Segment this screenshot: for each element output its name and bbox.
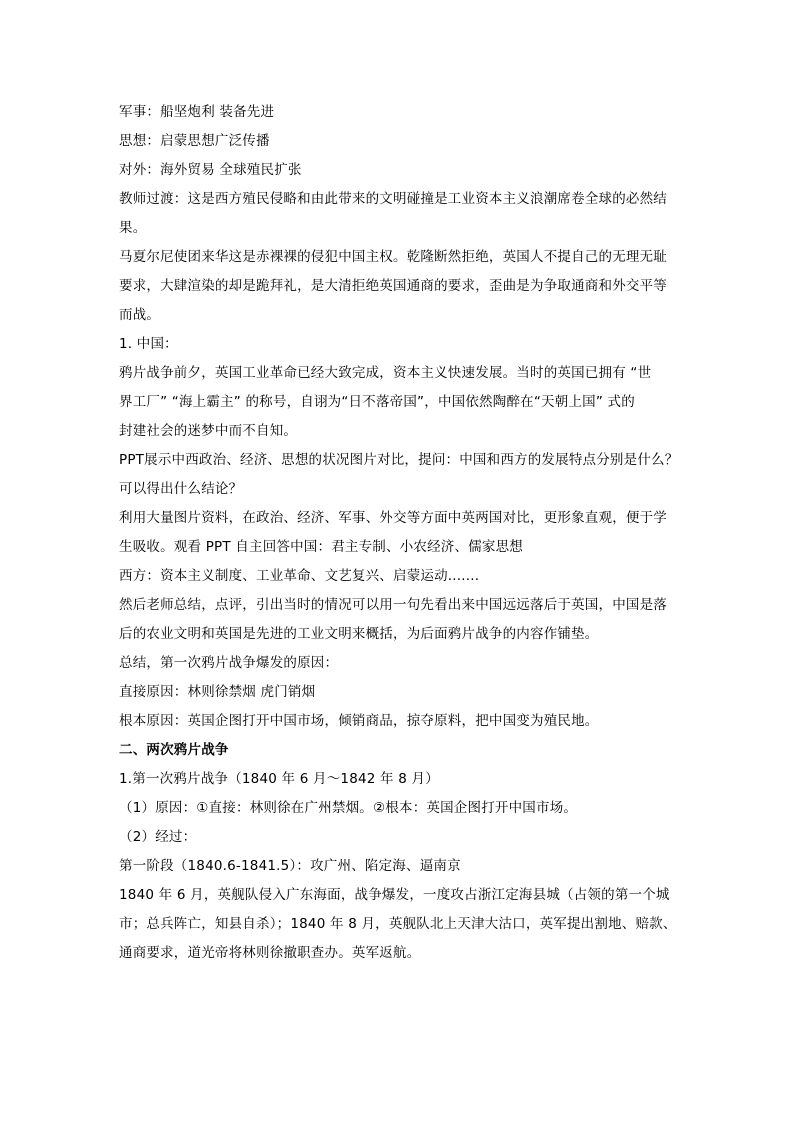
- text-line: 1. 中国：: [119, 336, 178, 352]
- text-line: 然后老师总结，点评，引出当时的情况可以用一句先看出来中国远远落后于英国，中国是落: [119, 597, 667, 613]
- text-line: 通商要求，道光帝将林则徐撤职查办。英军返航。: [119, 945, 421, 961]
- text-line: 根本原因：英国企图打开中国市场，倾销商品，掠夺原料，把中国变为殖民地。: [119, 713, 599, 729]
- document-page: [119, 98, 679, 968]
- text-line: 总结，第一次鸦片战争爆发的原因：: [119, 655, 339, 671]
- text-line: 界工厂” “海上霸主” 的称号，自诩为“日不落帝国”，中国依然陶醉在“天朝上国” 式的: [119, 394, 635, 410]
- text-line: 1.第一次鸦片战争（1840 年 6 月～1842 年 8 月）: [119, 771, 439, 787]
- text-line: 直接原因：林则徐禁烟 虎门销烟: [119, 684, 316, 700]
- text-line: 要求，大肆渲染的却是跪拜礼，是大清拒绝英国通商的要求，歪曲是为争取通商和外交平等: [119, 278, 667, 294]
- text-line: 马夏尔尼使团来华这是赤裸裸的侵犯中国主权。乾隆断然拒绝，英国人不提自己的无理无耻: [119, 249, 667, 265]
- text-line: 而战。: [119, 307, 161, 323]
- text-line: 封建社会的迷梦中而不自知。: [119, 423, 298, 439]
- text-line: 可以得出什么结论？: [119, 481, 243, 497]
- text-line: 对外：海外贸易 全球殖民扩张: [119, 162, 302, 178]
- text-line: 果。: [119, 220, 147, 236]
- text-line: （2）经过：: [119, 829, 197, 845]
- text-line: PPT展示中西政治、经济、思想的状况图片对比，提问：中国和西方的发展特点分别是什么？: [119, 452, 679, 468]
- text-line: 军事：船坚炮利 装备先进: [119, 104, 275, 120]
- text-line: 1840 年 6 月，英舰队侵入广东海面，战争爆发，一度攻占浙江定海县城（占领的第一个城: [119, 887, 670, 903]
- text-line: 第一阶段（1840.6-1841.5）：攻广州、陷定海、逼南京: [119, 858, 461, 874]
- text-line: 利用大量图片资料，在政治、经济、军事、外交等方面中英两国对比，更形象直观，便于学: [119, 510, 667, 526]
- section-heading: 二、两次鸦片战争: [119, 742, 229, 758]
- text-line: 教师过渡：这是西方殖民侵略和由此带来的文明碰撞是工业资本主义浪潮席卷全球的必然结: [119, 191, 667, 207]
- text-line: 后的农业文明和英国是先进的工业文明来概括，为后面鸦片战争的内容作铺垫。: [119, 626, 599, 642]
- text-line: 西方：资本主义制度、工业革命、文艺复兴、启蒙运动.......: [119, 568, 480, 584]
- text-line: 思想：启蒙思想广泛传播: [119, 133, 270, 149]
- text-line: （1）原因：①直接：林则徐在广州禁烟。②根本：英国企图打开中国市场。: [119, 800, 578, 816]
- text-line: 生吸收。观看 PPT 自主回答中国：君主专制、小农经济、儒家思想: [119, 539, 524, 555]
- text-line: 鸦片战争前夕，英国工业革命已经大致完成，资本主义快速发展。当时的英国已拥有 “世: [119, 365, 652, 381]
- text-line: 市；总兵阵亡，知县自杀）；1840 年 8 月，英舰队北上天津大沽口，英军提出割地、赔款、: [119, 916, 677, 932]
